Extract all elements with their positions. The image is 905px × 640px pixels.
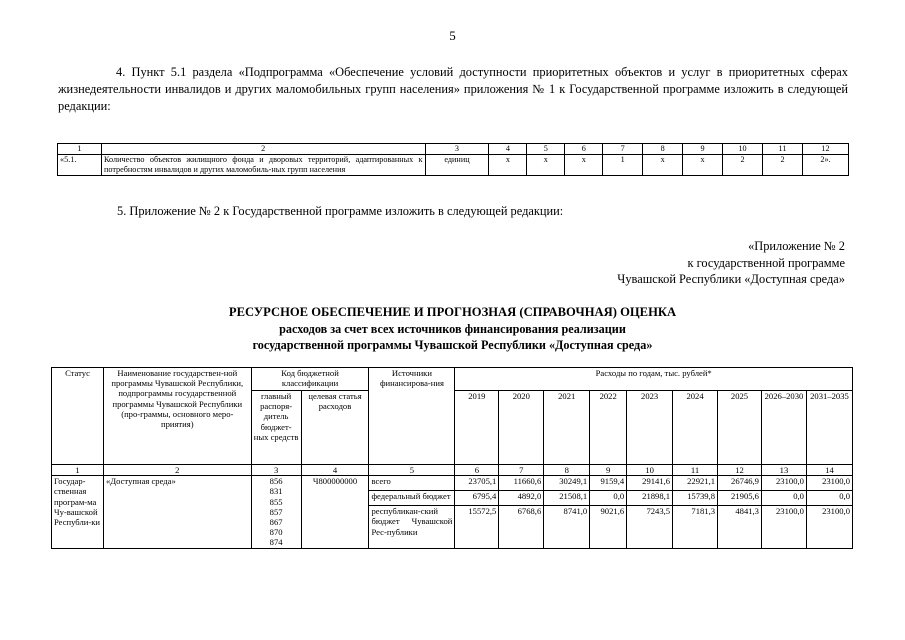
value-cell: 11660,6	[499, 476, 544, 491]
code: 857	[269, 506, 283, 517]
table-row	[58, 155, 849, 176]
year-header: 2019	[455, 391, 499, 465]
code: 856	[269, 476, 283, 487]
codes-cell	[251, 476, 301, 548]
status-cell: Государ-ственная програм-ма Чу-вашской Республи-ки	[52, 476, 104, 548]
value-cell: 0,0	[590, 491, 627, 506]
header-cell: 5	[527, 144, 565, 155]
column-number: 3	[251, 465, 301, 476]
value-cell: 0,0	[806, 491, 852, 506]
code: 855	[269, 496, 283, 507]
expenses-header: Расходы по годам, тыс. рублей*	[455, 368, 853, 391]
column-number: 11	[673, 465, 718, 476]
header-cell: 10	[723, 144, 763, 155]
column-number: 14	[806, 465, 852, 476]
header-cell: 9	[683, 144, 723, 155]
value-cell: 6795,4	[455, 491, 499, 506]
value-cell: 7243,5	[627, 506, 673, 548]
value-cell: 0,0	[761, 491, 806, 506]
year-header: 2031–2035	[806, 391, 852, 465]
column-number: 2	[103, 465, 251, 476]
cell: x	[643, 155, 683, 176]
year-header: 2024	[673, 391, 718, 465]
column-number: 9	[590, 465, 627, 476]
cell: x	[683, 155, 723, 176]
value-cell: 9021,6	[590, 506, 627, 548]
code: 831	[269, 486, 283, 497]
header-cell: 8	[643, 144, 683, 155]
column-number: 10	[627, 465, 673, 476]
resource-table	[51, 367, 853, 549]
header-cell: 4	[489, 144, 527, 155]
column-number: 1	[52, 465, 104, 476]
header-cell: 2	[101, 144, 425, 155]
source-cell: всего	[369, 476, 455, 491]
year-header: 2022	[590, 391, 627, 465]
value-cell: 15739,8	[673, 491, 718, 506]
cell: x	[565, 155, 603, 176]
code: 874	[269, 537, 283, 548]
cell: 2	[723, 155, 763, 176]
appendix-line: к государственной программе	[687, 255, 845, 270]
cell: 1	[603, 155, 643, 176]
year-header: 2023	[627, 391, 673, 465]
header-cell: 3	[425, 144, 489, 155]
value-cell: 4841,3	[718, 506, 762, 548]
value-cell: 7181,3	[673, 506, 718, 548]
value-cell: 23100,0	[761, 506, 806, 548]
kbk-header: Код бюджетной классификации	[251, 368, 369, 391]
value-cell: 4892,0	[499, 491, 544, 506]
value-cell: 23705,1	[455, 476, 499, 491]
value-cell: 6768,6	[499, 506, 544, 548]
paragraph-4	[58, 64, 848, 115]
value-cell: 23100,0	[806, 476, 852, 491]
status-header: Статус	[52, 368, 104, 465]
value-cell: 23100,0	[806, 506, 852, 548]
column-number: 4	[301, 465, 369, 476]
source-cell: республикан-ский бюджет Чувашской Рес-публики	[369, 506, 455, 548]
document-title: РЕСУРСНОЕ ОБЕСПЕЧЕНИЕ И ПРОГНОЗНАЯ (СПРАВОЧНАЯ) ОЦЕНКА	[228, 305, 677, 319]
value-cell: 22921,1	[673, 476, 718, 491]
sources-header: Источники финансирова-ния	[369, 368, 455, 465]
column-number-row	[52, 465, 853, 476]
paragraph-4-text: 4. Пункт 5.1 раздела «Подпрограмма «Обеспечение условий доступности приоритетных объектов и услуг в приоритетных сферах жизнедеятельности инвалидов и других маломобильных групп населения» приложения № 1 к Государственной программе изложить в следующей редакции:	[58, 65, 848, 113]
kbk-main-header: главный распоря-дитель бюджет-ных средств	[251, 391, 301, 465]
year-header: 2020	[499, 391, 544, 465]
value-cell: 21898,1	[627, 491, 673, 506]
value-cell: 26746,9	[718, 476, 762, 491]
indicator-table-header	[58, 144, 849, 155]
column-number: 13	[761, 465, 806, 476]
header-cell: 6	[565, 144, 603, 155]
page-number: 5	[449, 28, 456, 43]
year-header: 2026–2030	[761, 391, 806, 465]
column-number: 12	[718, 465, 762, 476]
name-header: Наименование государствен-ной программы Чувашской Республики, подпрограммы государственной программы Чувашской Республики (про-граммы, основного меро-приятия)	[103, 368, 251, 465]
cell: 2».	[802, 155, 848, 176]
column-number: 7	[499, 465, 544, 476]
appendix-line: Чувашской Республики «Доступная среда»	[617, 272, 845, 286]
header-cell: 7	[603, 144, 643, 155]
year-header: 2021	[544, 391, 590, 465]
cell: Количество объектов жилищного фонда и дворовых территорий, адаптированных к потребностям инвалидов и других маломобиль-ных групп населения	[101, 155, 425, 176]
table-header-row	[52, 368, 853, 391]
appendix-caption	[617, 238, 845, 288]
column-number: 8	[544, 465, 590, 476]
year-header: 2025	[718, 391, 762, 465]
header-cell: 12	[802, 144, 848, 155]
indicator-table	[57, 143, 849, 176]
value-cell: 29141,6	[627, 476, 673, 491]
code: 867	[269, 517, 283, 528]
value-cell: 8741,0	[544, 506, 590, 548]
cell: 2	[763, 155, 803, 176]
source-cell: федеральный бюджет	[369, 491, 455, 506]
header-cell: 11	[763, 144, 803, 155]
cell: x	[527, 155, 565, 176]
value-cell: 15572,5	[455, 506, 499, 548]
kbk-target-header: целевая статья расходов	[301, 391, 369, 465]
value-cell: 21905,6	[718, 491, 762, 506]
value-cell: 21508,1	[544, 491, 590, 506]
appendix-line: «Приложение № 2	[748, 239, 845, 253]
column-number: 6	[455, 465, 499, 476]
cell: «5.1.	[58, 155, 102, 176]
value-cell: 30249,1	[544, 476, 590, 491]
value-cell: 9159,4	[590, 476, 627, 491]
document-subtitle: государственной программы Чувашской Республики «Доступная среда»	[252, 338, 653, 352]
table-row	[52, 476, 853, 491]
column-number: 5	[369, 465, 455, 476]
cell: x	[489, 155, 527, 176]
document-subtitle: расходов за счет всех источников финансирования реализации	[279, 322, 626, 336]
value-cell: 23100,0	[761, 476, 806, 491]
program-name-cell: «Доступная среда»	[103, 476, 251, 548]
code: 870	[269, 527, 283, 538]
header-cell: 1	[58, 144, 102, 155]
cell: единиц	[425, 155, 489, 176]
target-article-cell: Ч800000000	[301, 476, 369, 548]
paragraph-5: 5. Приложение № 2 к Государственной программе изложить в следующей редакции:	[117, 204, 564, 218]
